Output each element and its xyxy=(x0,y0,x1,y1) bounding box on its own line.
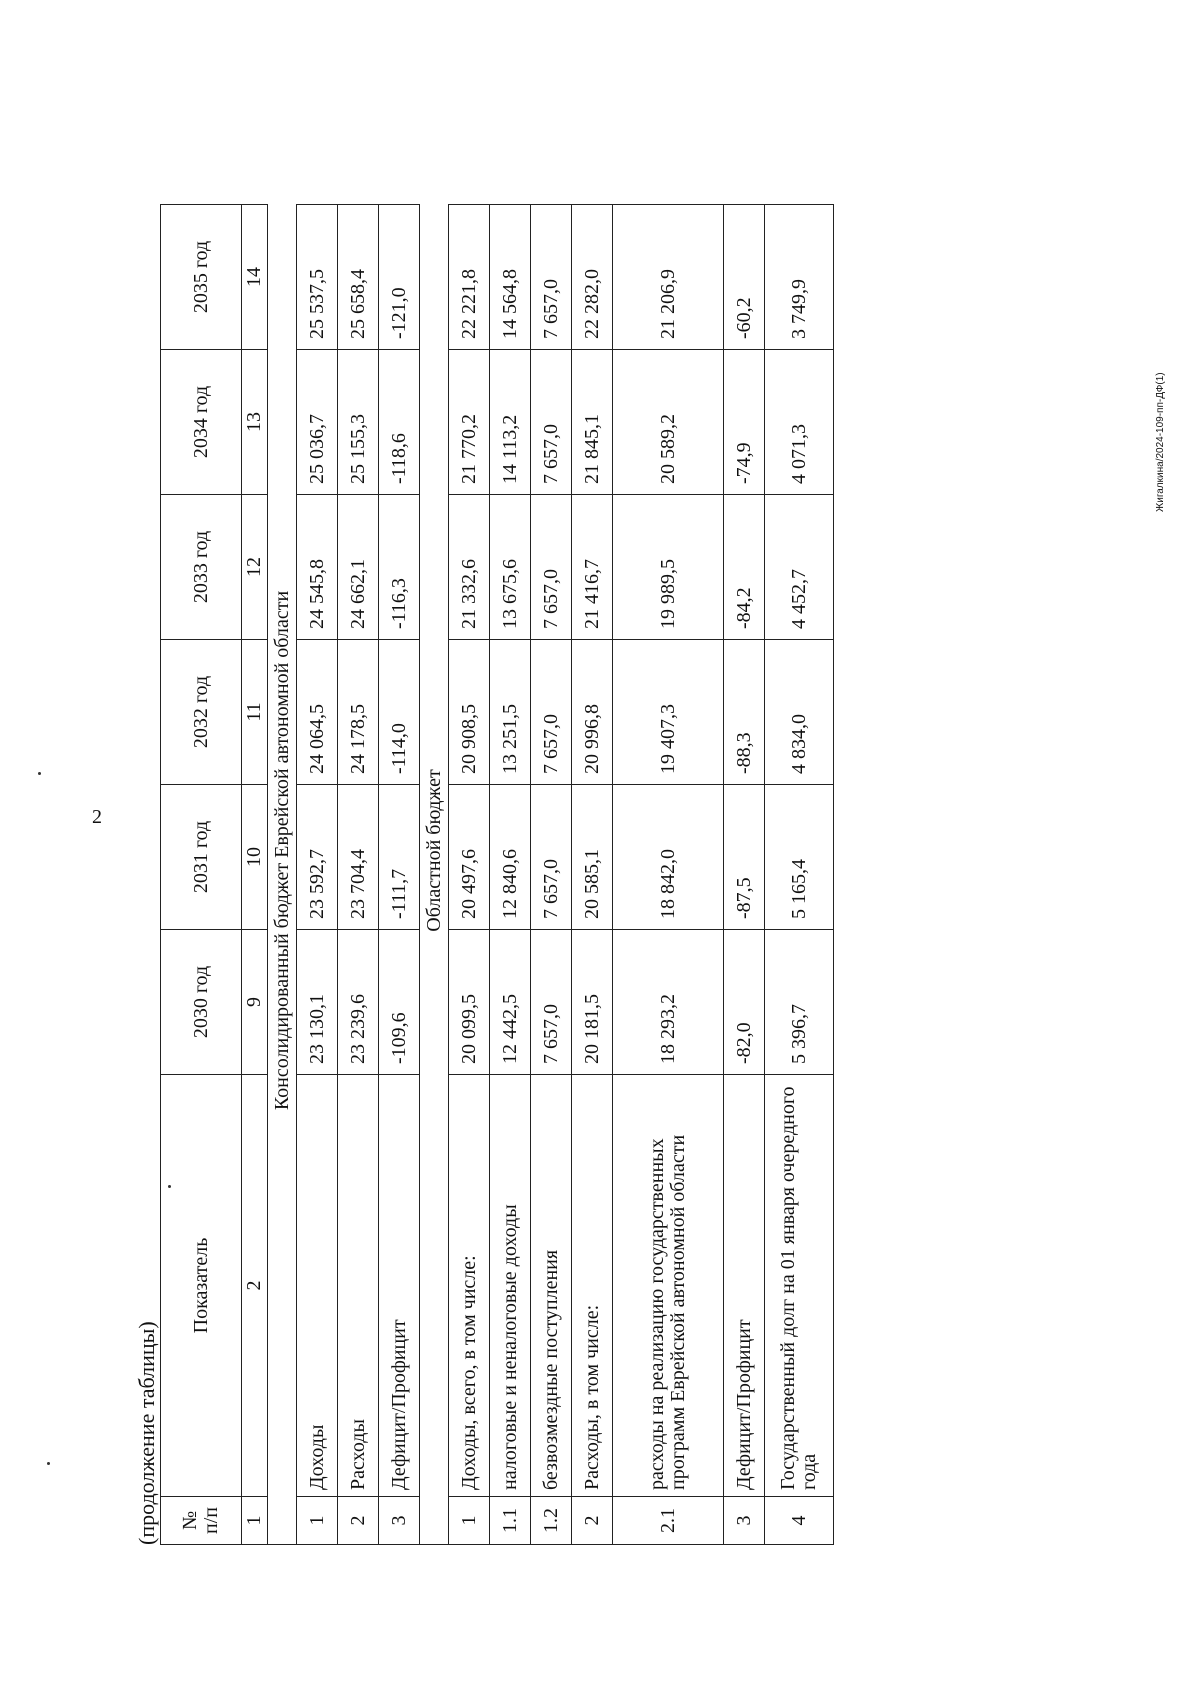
row-value-cell: 21 332,6 xyxy=(449,495,490,640)
row-value-cell: 25 155,3 xyxy=(338,350,379,495)
scan-speck xyxy=(38,772,41,775)
row-value-cell: 20 908,5 xyxy=(449,640,490,785)
row-value-cell: -109,6 xyxy=(379,930,420,1075)
table-row xyxy=(490,205,531,1545)
row-number-cell: 2.1 xyxy=(613,1497,724,1545)
row-value-cell: -116,3 xyxy=(379,495,420,640)
page-number: 2 xyxy=(92,806,102,828)
row-value-cell: 7 657,0 xyxy=(531,930,572,1075)
row-value-cell: 3 749,9 xyxy=(765,205,834,350)
row-value-cell: 4 452,7 xyxy=(765,495,834,640)
rotated-table-block xyxy=(132,195,820,1545)
header-year-cell: 2034 год xyxy=(161,350,242,495)
column-number-cell: 12 xyxy=(242,495,268,640)
row-value-cell: 24 545,8 xyxy=(297,495,338,640)
column-number-cell: 10 xyxy=(242,785,268,930)
header-year-cell: 2032 год xyxy=(161,640,242,785)
row-value-cell: 25 658,4 xyxy=(338,205,379,350)
row-value-cell: 12 840,6 xyxy=(490,785,531,930)
budget-table xyxy=(160,204,834,1545)
row-value-cell: 24 662,1 xyxy=(338,495,379,640)
table-row xyxy=(724,205,765,1545)
section-empty-cell xyxy=(268,1497,297,1545)
row-value-cell: 18 842,0 xyxy=(613,785,724,930)
row-value-cell: 21 206,9 xyxy=(613,205,724,350)
row-value-cell: 12 442,5 xyxy=(490,930,531,1075)
row-value-cell: -118,6 xyxy=(379,350,420,495)
row-indicator-cell: налоговые и неналоговые доходы xyxy=(490,1075,531,1497)
document-code: Жигалкина/2024-109-пп-ДФ(1) xyxy=(1155,372,1166,512)
column-number-cell: 11 xyxy=(242,640,268,785)
row-value-cell: 5 165,4 xyxy=(765,785,834,930)
table-caption: (продолжение таблицы) xyxy=(134,1321,159,1545)
table-row xyxy=(379,205,420,1545)
header-year-cell: 2035 год xyxy=(161,205,242,350)
row-value-cell: 19 989,5 xyxy=(613,495,724,640)
header-num-cell: № п/п xyxy=(161,1497,242,1545)
row-value-cell: 25 537,5 xyxy=(297,205,338,350)
row-value-cell: 22 282,0 xyxy=(572,205,613,350)
row-number-cell: 1.1 xyxy=(490,1497,531,1545)
column-number-cell: 9 xyxy=(242,930,268,1075)
column-number-cell: 14 xyxy=(242,205,268,350)
header-year-cell: 2033 год xyxy=(161,495,242,640)
section-title-row xyxy=(268,205,297,1545)
row-value-cell: 7 657,0 xyxy=(531,640,572,785)
row-number-cell: 3 xyxy=(724,1497,765,1545)
row-value-cell: 5 396,7 xyxy=(765,930,834,1075)
row-value-cell: 18 293,2 xyxy=(613,930,724,1075)
row-number-cell: 1 xyxy=(297,1497,338,1545)
row-value-cell: 14 564,8 xyxy=(490,205,531,350)
table-row xyxy=(765,205,834,1545)
section-title: Консолидированный бюджет Еврейской автономной области xyxy=(268,205,297,1497)
table-row xyxy=(449,205,490,1545)
row-value-cell: 20 996,8 xyxy=(572,640,613,785)
table-row xyxy=(297,205,338,1545)
row-value-cell: 21 845,1 xyxy=(572,350,613,495)
scan-speck xyxy=(168,1185,171,1188)
row-indicator-cell: Расходы xyxy=(338,1075,379,1497)
row-number-cell: 1 xyxy=(449,1497,490,1545)
section-title: Областной бюджет xyxy=(420,205,449,1497)
row-value-cell: 23 704,4 xyxy=(338,785,379,930)
row-number-cell: 2 xyxy=(572,1497,613,1545)
row-value-cell: 4 834,0 xyxy=(765,640,834,785)
row-value-cell: 23 130,1 xyxy=(297,930,338,1075)
header-indicator-cell: Показатель xyxy=(161,1075,242,1497)
row-value-cell: -111,7 xyxy=(379,785,420,930)
section-title-row xyxy=(420,205,449,1545)
row-number-cell: 4 xyxy=(765,1497,834,1545)
row-indicator-cell: расходы на реализацию государственных программ Еврейской автономной области xyxy=(613,1075,724,1497)
row-value-cell: 7 657,0 xyxy=(531,205,572,350)
row-value-cell: 20 181,5 xyxy=(572,930,613,1075)
row-value-cell: 20 589,2 xyxy=(613,350,724,495)
row-value-cell: 13 675,6 xyxy=(490,495,531,640)
row-value-cell: 24 178,5 xyxy=(338,640,379,785)
row-number-cell: 3 xyxy=(379,1497,420,1545)
row-value-cell: -88,3 xyxy=(724,640,765,785)
row-value-cell: -74,9 xyxy=(724,350,765,495)
row-value-cell: 20 497,6 xyxy=(449,785,490,930)
table-row xyxy=(531,205,572,1545)
row-value-cell: 19 407,3 xyxy=(613,640,724,785)
row-value-cell: 22 221,8 xyxy=(449,205,490,350)
row-value-cell: -82,0 xyxy=(724,930,765,1075)
row-value-cell: 20 585,1 xyxy=(572,785,613,930)
header-year-cell: 2030 год xyxy=(161,930,242,1075)
row-value-cell: -87,5 xyxy=(724,785,765,930)
column-numbers-row xyxy=(242,205,268,1545)
row-value-cell: -114,0 xyxy=(379,640,420,785)
row-value-cell: 7 657,0 xyxy=(531,350,572,495)
row-value-cell: 14 113,2 xyxy=(490,350,531,495)
row-indicator-cell: безвозмездные поступления xyxy=(531,1075,572,1497)
row-value-cell: 21 770,2 xyxy=(449,350,490,495)
row-value-cell: 7 657,0 xyxy=(531,495,572,640)
table-row xyxy=(338,205,379,1545)
row-value-cell: 23 592,7 xyxy=(297,785,338,930)
row-value-cell: 4 071,3 xyxy=(765,350,834,495)
table-header-row xyxy=(161,205,242,1545)
row-indicator-cell: Дефицит/Профицит xyxy=(724,1075,765,1497)
row-value-cell: 21 416,7 xyxy=(572,495,613,640)
column-number-cell: 13 xyxy=(242,350,268,495)
table-row xyxy=(572,205,613,1545)
table-row xyxy=(613,205,724,1545)
row-value-cell: -60,2 xyxy=(724,205,765,350)
row-value-cell: 20 099,5 xyxy=(449,930,490,1075)
row-number-cell: 1.2 xyxy=(531,1497,572,1545)
header-year-cell: 2031 год xyxy=(161,785,242,930)
row-indicator-cell: Доходы xyxy=(297,1075,338,1497)
column-number-cell: 1 xyxy=(242,1497,268,1545)
row-indicator-cell: Расходы, в том числе: xyxy=(572,1075,613,1497)
row-value-cell: -84,2 xyxy=(724,495,765,640)
row-value-cell: 25 036,7 xyxy=(297,350,338,495)
row-value-cell: 7 657,0 xyxy=(531,785,572,930)
row-value-cell: 23 239,6 xyxy=(338,930,379,1075)
row-indicator-cell: Дефицит/Профицит xyxy=(379,1075,420,1497)
row-indicator-cell: Доходы, всего, в том числе: xyxy=(449,1075,490,1497)
column-number-cell: 2 xyxy=(242,1075,268,1497)
row-value-cell: 13 251,5 xyxy=(490,640,531,785)
scan-speck xyxy=(47,1462,50,1465)
document-code-wrap xyxy=(1155,322,1169,512)
row-value-cell: 24 064,5 xyxy=(297,640,338,785)
section-empty-cell xyxy=(420,1497,449,1545)
row-value-cell: -121,0 xyxy=(379,205,420,350)
row-number-cell: 2 xyxy=(338,1497,379,1545)
row-indicator-cell: Государственный долг на 01 января очередного года xyxy=(765,1075,834,1497)
